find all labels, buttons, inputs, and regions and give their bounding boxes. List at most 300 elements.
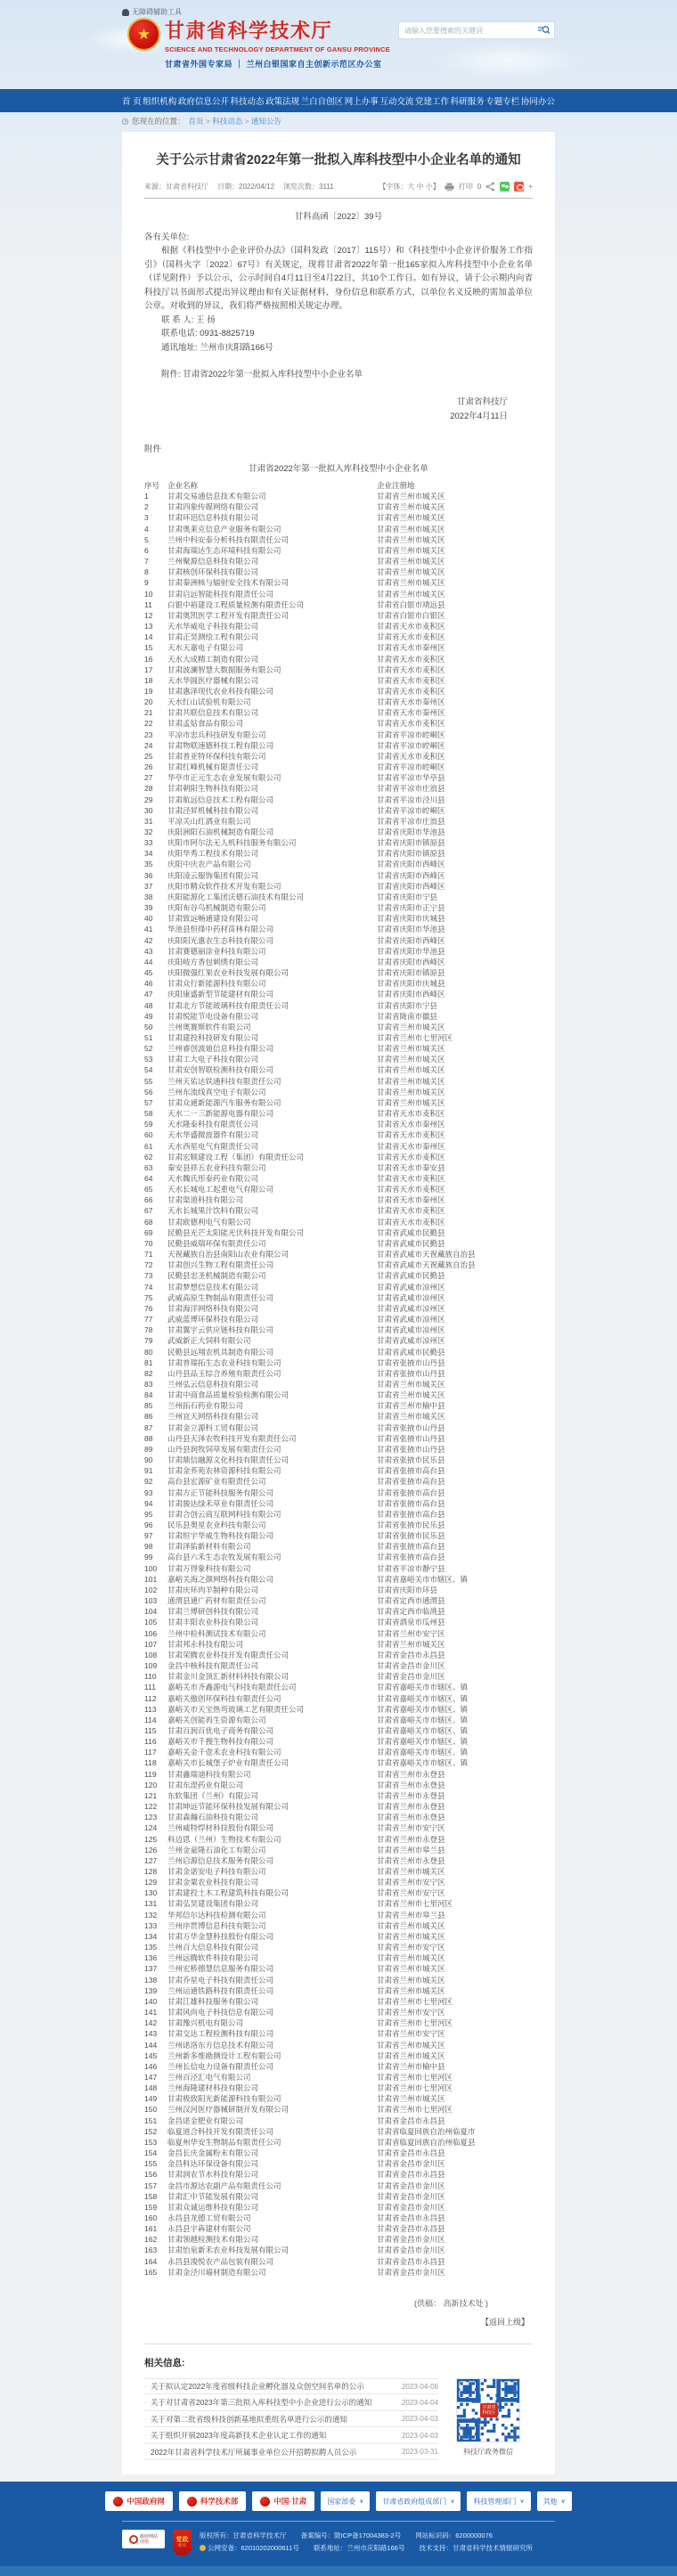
company-index: 122: [144, 1802, 158, 1812]
table-row: [144, 967, 533, 978]
company-name: 嘉峪关金千壹禾农业科技有限公司: [167, 1748, 281, 1757]
company-name: 兰州天佑达铁通科技有限责任公司: [167, 1076, 281, 1086]
footer-dropdown[interactable]: [376, 2491, 461, 2511]
company-index: 119: [144, 1769, 157, 1779]
document-number: 甘科高函〔2022〕39号: [294, 212, 383, 222]
company-index: 32: [144, 827, 153, 836]
company-index: 60: [144, 1130, 153, 1140]
company-location: 甘肃省庆阳市西峰区: [377, 957, 445, 966]
print-label[interactable]: 打印: [458, 183, 473, 191]
company-index: 161: [144, 2224, 158, 2234]
company-name: 天水二一三新能源电器有限公司: [167, 1109, 274, 1119]
site-title: 甘肃省科学技术厅: [165, 20, 333, 42]
company-name: 甘肃创兴生物工程有限责任公司: [167, 1260, 274, 1270]
company-name: 嘉峪关市千搜生物科技有限公司: [167, 1737, 274, 1747]
table-row: [144, 2191, 533, 2202]
company-name: 甘肃奥凯医学工程开发有限责任公司: [167, 610, 290, 620]
company-location: 甘肃省武威市天祝藏族自治县: [377, 1250, 476, 1259]
company-index: 88: [144, 1433, 153, 1443]
company-name: 金昌长庆金属粉末有限公司: [167, 2148, 259, 2158]
table-row: [144, 512, 533, 523]
company-name: 甘肃交易通信息技术有限公司: [167, 492, 266, 501]
company-name: 天水隆泰科技有限责任公司: [167, 1120, 259, 1129]
company-location: 甘肃省金昌市永昌县: [377, 2170, 445, 2180]
table-row: [144, 1985, 533, 1996]
print-icon[interactable]: [445, 183, 454, 192]
footer-dropdown[interactable]: [321, 2491, 370, 2511]
company-index: 146: [144, 2061, 158, 2071]
company-index: 110: [144, 1672, 157, 1682]
company-index: 108: [144, 1650, 158, 1659]
table-row: [144, 1617, 533, 1627]
col-header-index: 序号: [144, 481, 160, 490]
nav-item[interactable]: 兰白自创区: [300, 97, 344, 107]
company-name: 东软集团（兰州）有限公司: [167, 1790, 259, 1800]
company-location: 甘肃省天水市麦积区: [377, 664, 445, 674]
company-index: 142: [144, 2018, 158, 2028]
company-location: 甘肃省嘉峪关市市辖区、镇: [377, 1715, 469, 1724]
chevron-down-icon: ∨: [560, 2499, 566, 2506]
company-index: 94: [144, 1498, 153, 1508]
company-location: 甘肃省天水市麦积区: [377, 1174, 445, 1183]
company-location: 甘肃省天水市麦积区: [377, 1130, 445, 1140]
company-index: 10: [144, 589, 153, 599]
font-size-controls[interactable]: 【字体：大 中 小】: [379, 183, 440, 191]
salutation: 各有关单位:: [144, 232, 190, 242]
company-location: 甘肃省金昌市金川区: [377, 2191, 445, 2201]
nav-item[interactable]: 政府信息公开: [177, 97, 229, 107]
company-location: 甘肃省兰州市榆中县: [377, 2061, 445, 2071]
company-index: 40: [144, 914, 153, 924]
company-location: 甘肃省兰州市城关区: [377, 1044, 445, 1054]
company-location: 甘肃省兰州市城关区: [377, 1097, 445, 1107]
company-location: 甘肃省张掖市山丹县: [377, 1423, 445, 1432]
table-row: [144, 1866, 533, 1877]
nav-item[interactable]: 互动交流: [379, 97, 414, 107]
company-location: 甘肃省庆阳市宁县: [377, 1000, 438, 1010]
company-index: 125: [144, 1834, 158, 1844]
company-index: 114: [144, 1715, 157, 1724]
nav-item[interactable]: 政策法规: [265, 97, 300, 107]
related-date: 2023-04-04: [402, 2398, 438, 2407]
attachment-line[interactable]: 附件: 甘肃省2022年第一批拟入库科技型中小企业名单: [161, 370, 363, 379]
company-name: 兰州运通铁路科技有限责任公司: [167, 1985, 274, 1995]
company-name: 兰州弘云信息科技有限公司: [167, 1379, 259, 1389]
company-location: 甘肃省平凉市静宁县: [377, 1563, 445, 1573]
table-row: [144, 718, 533, 729]
company-location: 甘肃省天水市秦州区: [377, 708, 445, 718]
company-location: 甘肃省平凉市庄浪县: [377, 816, 445, 826]
company-location: 甘肃省庆阳市西峰区: [377, 870, 445, 880]
search-input[interactable]: [399, 27, 533, 35]
company-location: 甘肃省天水市麦积区: [377, 675, 445, 685]
company-location: 甘肃省兰州市安宁区: [377, 1888, 445, 1898]
company-location: 甘肃省兰州市城关区: [377, 578, 445, 588]
company-name: 甘肃东湜药业有限公司: [167, 1780, 244, 1789]
table-row: [144, 1704, 533, 1715]
table-row: [144, 1845, 533, 1855]
security-record: 公网安备：62010202000611号: [200, 2544, 299, 2552]
table-row: [144, 2169, 533, 2180]
mini-emblem-icon: ★: [188, 2496, 196, 2506]
company-name: 金昌科达环保设备有限公司: [167, 2159, 259, 2169]
table-row: [144, 1292, 533, 1303]
table-row: [144, 1076, 533, 1087]
company-name: 庆阳阳光惠农生态科技有限公司: [167, 935, 274, 945]
table-row: [144, 1368, 533, 1379]
company-name: 庆阳市阿尔法无人机科技服务有限公司: [167, 838, 297, 848]
company-location: 甘肃省天水市麦积区: [377, 654, 445, 664]
company-name: 民勤县光芒太阳能光伏科技开发有限公司: [167, 1227, 305, 1237]
company-index: 87: [144, 1423, 153, 1432]
company-name: 甘肃骏达绿禾草业有限责任公司: [167, 1498, 274, 1508]
company-name: 嘉峪关市齐鑫源电气科技有限责任公司: [167, 1683, 297, 1692]
company-location: 甘肃省张掖市山丹县: [377, 1368, 445, 1378]
company-name: 天水魏氏彤泰药业有限公司: [167, 1174, 259, 1183]
party-government-badge[interactable]: 党政 机关: [173, 2530, 192, 2556]
share-icon[interactable]: [485, 182, 495, 192]
breadcrumb-dot-icon: [122, 118, 128, 125]
company-index: 156: [144, 2170, 158, 2180]
company-name: 兰州金童隆石油化工有限公司: [167, 1845, 266, 1855]
related-link[interactable]: 2022年甘肃省科学技术厅所属事业单位公开招聘拟聘人员公示: [150, 2447, 357, 2457]
company-name: 甘肃鼎信融源文化科技有限责任公司: [167, 1455, 290, 1465]
back-to-parent-link[interactable]: 【返回上级】: [480, 2317, 529, 2327]
company-location: 甘肃省兰州市城关区: [377, 1022, 445, 1031]
nav-item[interactable]: 党建工作: [415, 97, 450, 107]
company-table-header: [144, 480, 533, 491]
company-name: 甘肃泽佑新材料有限公司: [167, 1542, 251, 1552]
nav-item[interactable]: 科研服务: [450, 97, 485, 107]
company-index: 162: [144, 2235, 158, 2245]
company-index: 72: [144, 1260, 153, 1270]
table-row: [144, 989, 533, 999]
footer-gov-link[interactable]: [105, 2491, 173, 2511]
company-location: 甘肃省金昌市永昌县: [377, 2213, 445, 2222]
related-list-item: [144, 2444, 438, 2461]
company-name: 嘉峪关海之颜网络科技有限公司: [167, 1574, 274, 1584]
table-row: [144, 870, 533, 881]
sign-date: 2022年4月11日: [450, 412, 508, 421]
company-index: 30: [144, 805, 153, 815]
table-row: [144, 589, 533, 599]
contact-person: 联 系 人: 王 扬: [161, 314, 216, 325]
table-row: [144, 1757, 533, 1768]
company-index: 29: [144, 795, 153, 804]
company-name: 甘肃工大电子科技有限公司: [167, 1055, 259, 1064]
company-index: 12: [144, 610, 153, 620]
company-index: 62: [144, 1152, 153, 1162]
table-row: [144, 2061, 533, 2072]
company-location: 甘肃省临夏回族自治州临夏市: [377, 2126, 476, 2136]
table-row: [144, 2072, 533, 2083]
table-row: [144, 1325, 533, 1335]
nav-item[interactable]: 网上办事: [344, 97, 379, 107]
table-row: [144, 2028, 533, 2039]
company-name: 天水华圆医疗器械有限公司: [167, 675, 259, 685]
company-location: 甘肃省嘉峪关市市辖区、镇: [377, 1737, 469, 1747]
table-row: [144, 1444, 533, 1455]
company-location: 甘肃省兰州市永登县: [377, 1769, 445, 1779]
company-location: 甘肃省金昌市金川区: [377, 2246, 445, 2255]
table-row: [144, 1087, 533, 1097]
company-name: 天祝藏族自治县南阳山农业有限公司: [167, 1250, 290, 1259]
company-index: 33: [144, 838, 153, 848]
company-index: 70: [144, 1238, 153, 1248]
table-row: [144, 1910, 533, 1920]
company-name: 科迈恩（兰州）生物技术有限公司: [167, 1834, 281, 1844]
nav-item[interactable]: 专题专栏: [485, 97, 520, 107]
company-index: 86: [144, 1412, 153, 1422]
table-row: [144, 816, 533, 827]
company-index: 14: [144, 632, 153, 642]
company-name: 兰州诺洛东方信息技术有限公司: [167, 2040, 274, 2050]
more-share-icon[interactable]: +: [528, 183, 533, 191]
table-row: [144, 1270, 533, 1281]
table-row: [144, 1520, 533, 1530]
company-index: 67: [144, 1206, 153, 1216]
company-index: 73: [144, 1271, 153, 1281]
nav-item[interactable]: 首 页: [122, 97, 142, 107]
breadcrumb-prefix: 您现在的位置：: [132, 117, 185, 126]
company-index: 71: [144, 1250, 153, 1259]
company-name: 甘肃北方节能玻璃科技有限责任公司: [167, 1000, 290, 1010]
company-name: 甘肃坤远节能环保科技发展有限公司: [167, 1802, 290, 1812]
brand-block: [165, 16, 390, 69]
company-index: 24: [144, 740, 153, 750]
company-location: 甘肃省天水市麦积区: [377, 622, 445, 632]
company-name: 甘肃金立源科工贸有限公司: [167, 1423, 259, 1432]
public-security-icon: [200, 2545, 206, 2551]
table-row: [144, 2093, 533, 2104]
company-name: 兰州汉河医疗器械研制开发有限公司: [167, 2105, 290, 2115]
company-index: 150: [144, 2105, 158, 2115]
company-index: 147: [144, 2072, 158, 2082]
company-index: 15: [144, 643, 153, 653]
company-name: 甘肃孟姑食品有限公司: [167, 719, 244, 729]
footer-gov-link-label: 中国·甘肃: [273, 2497, 307, 2507]
related-date: 2023-03-31: [402, 2448, 438, 2457]
company-location: 甘肃省兰州市安宁区: [377, 1823, 445, 1833]
company-location: 甘肃省金昌市金川区: [377, 2202, 445, 2212]
table-row: [144, 534, 533, 545]
table-row: [144, 1606, 533, 1617]
company-name: 兰州睿创波迪信息科技有限公司: [167, 1044, 274, 1054]
qr-block: [456, 2378, 520, 2461]
related-link[interactable]: 关于对第二批省级科技创新基地拟重组名单进行公示的通知: [150, 2414, 347, 2424]
company-name: 甘肃乔星电子科技有限责任公司: [167, 1975, 274, 1985]
company-location: 甘肃省武威市民勤县: [377, 1227, 445, 1237]
company-index: 143: [144, 2029, 158, 2039]
table-row: [144, 1238, 533, 1249]
company-location: 甘肃省兰州市城关区: [377, 1931, 445, 1941]
footer-gov-link[interactable]: [179, 2491, 247, 2511]
breadcrumb-link[interactable]: 科技动态: [212, 117, 243, 126]
company-name: 高台县六禾生态农牧发展有限公司: [167, 1553, 281, 1562]
company-index: 76: [144, 1303, 153, 1313]
company-index: 106: [144, 1628, 158, 1638]
company-index: 19: [144, 686, 153, 696]
company-location: 甘肃省兰州市安宁区: [377, 1628, 445, 1638]
company-location: 甘肃省兰州市永登县: [377, 1780, 445, 1789]
contact-phone: 联系电话: 0931-8825719: [161, 329, 255, 338]
company-location: 甘肃省庆阳市西峰区: [377, 935, 445, 945]
search-button[interactable]: [533, 22, 554, 38]
site-id-code: 网站标识码：6200000076: [415, 2531, 493, 2540]
company-location: 甘肃省天水市麦积区: [377, 719, 445, 729]
company-location: 甘肃省兰州市城关区: [377, 1953, 445, 1963]
table-row: [144, 1217, 533, 1227]
weibo-share-icon[interactable]: [514, 182, 524, 192]
company-name: 甘肃赛德丽涂业科技有限公司: [167, 946, 266, 956]
company-name: 庆阳康盛新型节能建材有限公司: [167, 990, 274, 999]
company-index: 105: [144, 1618, 158, 1627]
company-index: 23: [144, 730, 153, 739]
company-location: 甘肃省兰州市永登县: [377, 1790, 445, 1800]
company-name: 庆阳华秀工程技术有限公司: [167, 849, 259, 859]
company-location: 甘肃省兰州市城关区: [377, 1985, 445, 1995]
company-index: 54: [144, 1065, 153, 1075]
company-name: 甘肃启远智能科技有限责任公司: [167, 589, 274, 599]
table-row: [144, 946, 533, 957]
table-row: [144, 1227, 533, 1238]
table-row: [144, 902, 533, 913]
main-navigation: [0, 89, 677, 112]
company-location: 甘肃省兰州市城关区: [377, 513, 445, 523]
related-link[interactable]: 关于对甘肃省2023年第三批拟入库科技型中小企业进行公示的通知: [150, 2398, 372, 2408]
company-name: 甘肃百润百优电子商务有限公司: [167, 1725, 274, 1735]
company-index: 135: [144, 1943, 158, 1952]
company-index: 49: [144, 1011, 153, 1021]
company-location: 甘肃省金昌市金川区: [377, 1672, 445, 1682]
meta-views: 浏览次数：3111: [283, 183, 334, 191]
related-link[interactable]: 关于组织开展2023年度高新技术企业认定工作的通知: [150, 2431, 327, 2441]
company-name: 甘肃物联速德科技工程有限公司: [167, 740, 274, 750]
company-location: 甘肃省兰州市永登县: [377, 1855, 445, 1865]
company-index: 35: [144, 860, 153, 869]
contributor-note: (供稿： 高新技术处 ): [414, 2298, 488, 2308]
company-table: [144, 480, 533, 2278]
company-name: 民勤县威瑞环保有限责任公司: [167, 1238, 266, 1248]
table-row: [144, 1108, 533, 1119]
site-error-report-badge[interactable]: 政府网站 找错: [122, 2530, 165, 2548]
table-row: [144, 1379, 533, 1390]
article-card: [122, 132, 555, 2474]
table-row: [144, 2245, 533, 2255]
table-row: [144, 707, 533, 718]
table-row: [144, 1314, 533, 1325]
company-name: 兰州宜天网络科技有限公司: [167, 1412, 259, 1422]
table-row: [144, 1671, 533, 1682]
company-index: 84: [144, 1390, 153, 1400]
table-row: [144, 837, 533, 848]
nav-item[interactable]: 科技动态: [230, 97, 265, 107]
company-location: 甘肃省武威市凉州区: [377, 1282, 445, 1292]
nav-item[interactable]: 协同办公: [520, 97, 555, 107]
nav-item[interactable]: 组织机构: [143, 97, 177, 107]
company-name: 天水红山试验机有限公司: [167, 697, 251, 707]
company-location: 甘肃省庆阳市镇原县: [377, 968, 445, 978]
company-name: 甘肃交达工程检测科技有限公司: [167, 2029, 274, 2039]
qr-center-badge: 甘肃省 科技厅: [480, 2403, 498, 2417]
company-name: 庆阳市精众软件技术开发有限公司: [167, 881, 281, 891]
national-emblem-logo: ★: [127, 18, 160, 51]
company-name: 甘肃秦洲核与辐射安全技术有限公司: [167, 578, 290, 588]
table-row: [144, 1022, 533, 1032]
company-index: 154: [144, 2148, 158, 2158]
table-row: [144, 1282, 533, 1292]
table-row: [144, 654, 533, 664]
wechat-share-icon[interactable]: [500, 182, 510, 192]
related-date: 2023-04-06: [402, 2382, 438, 2391]
company-name: 甘肃宏顺建设工程（集团）有限责任公司: [167, 1152, 305, 1162]
table-row: [144, 751, 533, 762]
company-location: 甘肃省兰州市皋兰县: [377, 1845, 445, 1855]
table-row: [144, 1064, 533, 1075]
company-name: 民勤县远翔农机具制造有限公司: [167, 1347, 274, 1357]
company-name: 庆阳布谷鸟机械制造有限公司: [167, 903, 266, 913]
table-row: [144, 1390, 533, 1400]
company-name: 临夏州华安生物制品有限责任公司: [167, 2137, 281, 2147]
company-name: 甘肃金诺安电子科技有限公司: [167, 1867, 266, 1876]
table-row: [144, 859, 533, 869]
company-name: 平凉市忠兵科技研发有限公司: [167, 730, 266, 739]
company-name: 庆阳能源化工集团沃德石油技术有限公司: [167, 892, 305, 901]
company-name: 兰州东流线真空电子有限公司: [167, 1087, 266, 1096]
company-name: 天水大成精工制造有限公司: [167, 654, 259, 664]
table-row: [144, 1498, 533, 1509]
table-row: [144, 1054, 533, 1064]
company-name: 甘肃渠道科技有限公司: [167, 1195, 244, 1205]
table-row: [144, 1942, 533, 1952]
company-index: 65: [144, 1185, 153, 1194]
table-row: [144, 2040, 533, 2050]
company-location: 甘肃省武威市凉州区: [377, 1336, 445, 1346]
breadcrumb-link[interactable]: 通知公告: [250, 117, 281, 126]
footer-dropdown[interactable]: [537, 2491, 572, 2511]
table-row: [144, 1357, 533, 1368]
table-row: [144, 1194, 533, 1205]
company-index: 27: [144, 773, 153, 783]
footer-gov-link[interactable]: [252, 2491, 314, 2511]
company-index: 55: [144, 1076, 153, 1086]
company-index: 75: [144, 1292, 153, 1302]
company-name: 甘肃梦想信息技术有限公司: [167, 1282, 259, 1292]
table-row: [144, 1400, 533, 1411]
breadcrumb-link[interactable]: 首页: [188, 117, 204, 126]
breadcrumb-separator: >: [203, 117, 213, 126]
footer-dropdown[interactable]: [467, 2491, 530, 2511]
company-index: 90: [144, 1455, 153, 1465]
company-name: 华亭市正元生态农业发展有限公司: [167, 773, 281, 783]
related-link[interactable]: 关于拟认定2022年度省级科技企业孵化器及众创空间名单的公示: [150, 2382, 364, 2392]
company-name: 甘肃万华金慧科技股份有限公司: [167, 1931, 274, 1941]
company-index: 132: [144, 1910, 158, 1920]
company-index: 16: [144, 654, 153, 664]
table-row: [144, 1682, 533, 1692]
company-location: 甘肃省兰州市城关区: [377, 1975, 445, 1985]
company-name: 甘肃正昊测绘工程有限公司: [167, 632, 259, 642]
company-location: 甘肃省兰州市城关区: [377, 524, 445, 534]
table-row: [144, 1585, 533, 1595]
company-location: 甘肃省嘉峪关市市辖区、镇: [377, 1704, 469, 1714]
company-location: 甘肃省嘉峪关市市辖区、镇: [377, 1748, 469, 1757]
company-name: 金昌市源达农副产品有限责任公司: [167, 2181, 281, 2190]
company-name: 甘肃海瑞达生态环境科技有限公司: [167, 545, 281, 555]
company-name: 华池县恒烽中药材苗林有限公司: [167, 925, 274, 934]
company-location: 甘肃省武威市天祝藏族自治县: [377, 1260, 476, 1270]
company-location: 甘肃省天水市秦州区: [377, 697, 445, 707]
